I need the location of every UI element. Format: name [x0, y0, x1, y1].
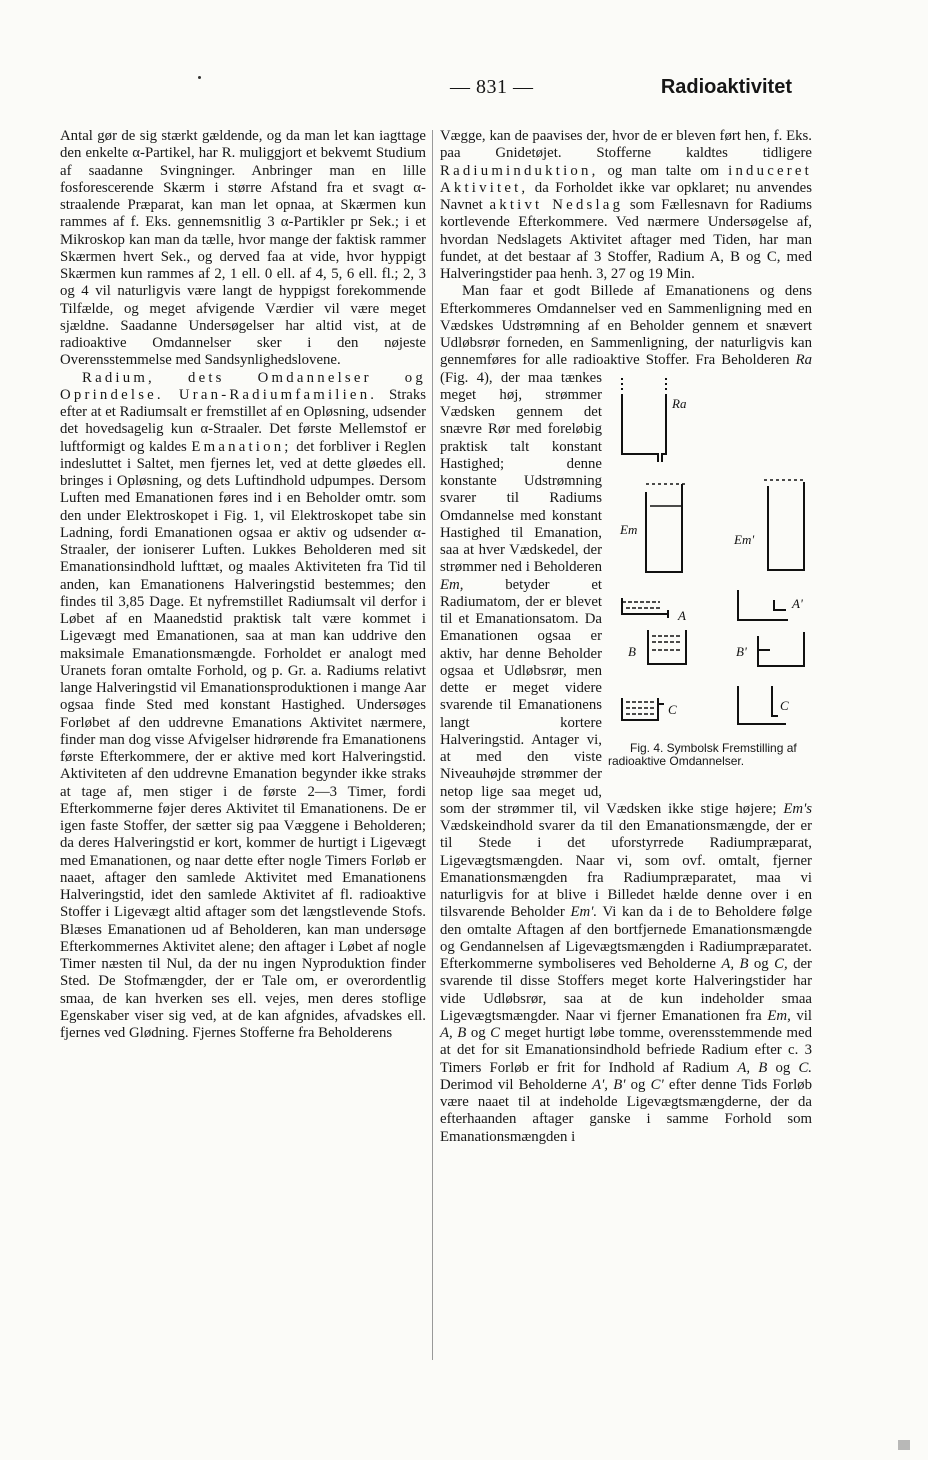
figure-4 — [608, 374, 814, 786]
section-heading: Radium, dets Omdannelser og Oprindelse. Uran-Radiumfamilien. — [60, 369, 426, 403]
figure-4-diagram — [608, 374, 814, 786]
term-aktivt-nedslag: aktivt Nedslag — [489, 197, 624, 213]
page-number: — 831 — — [450, 76, 534, 98]
term-induceret: induceret Aktivitet, — [440, 162, 812, 196]
running-title: Radioaktivitet — [660, 76, 792, 98]
left-paragraph-2: Radium, dets Omdannelser og Oprindelse. Uran-Radiumfamilien. Straks efter at et Radiumsalt er fremstillet af en Opløsning, udsender det hovedsagelig kun α-Straaler. Det første Mellemstof er luftformigt og kaldes Emanation; det forbliver i Reglen indesluttet i Saltet, men fjernes let, ved at dette gløedes ell. bringes i Opløsning, og dets Luftindhold udpumpes. Dersom Luften med Emanationen føres ind i en Beholder omtr. som den under Elektroskopet i Fig. 1, vil Elektroskopet tabe sin Ladning, fordi Emanationen ogsaa er aktiv og udsender α-Straaler, der ioniserer Luften. Lukkes Beholderen med sit Emanationsindhold lufttæt, og maales Aktiviteten fra Tid til anden, kan Emanationens Halveringstid bestemmes; den findes til 3,85 Dage. Et nyfremstillet Radiumsalt vil derfor i Løbet af en Maanedstid praktisk talt være kommet i Ligevægt med Emanationen, saa at man kan uddrive den maksimale Emanationsmængde. Forholdet er analogt med Uranets foran omtalte Forhold, og p. Gr. a. Radiums relativt lange Halveringstid vil Emanationsproduktionen i mange Aar ogsaa finde Sted med konstant Hastighed. Undersøges Forløbet af den uddrevne Emanations Aktivitet nærmere, finder man dog visse Afvigelser hidrørende fra Emanationens første Efterkommere, der er aktive med kort Halveringstid. Aktiviteten af den uddrevne Emanation begynder ikke straks at tage af, men stiger i de første 2—3 Timer, fordi Efterkommerne føjer deres Aktivitet til Emanationens. De er igen faste Stoffer, der sætter sig paa Væggene i Beholderen; da deres Halveringstid er kort, kommer de hurtigt i Ligevægt med Emanationen, og naar dette efter nogle Timers Forløb er naaet, aftager den samlede Aktivitet med Emanationens Halveringstid, idet den samlede Aktivitet af fl. radioaktive Stoffer i Ligevægt altid aftager som det længstlevende Stofs. Blæses Emanationen ud af Beholderen, kan man undersøge Efterkommernes Aktivitet alene; den aftager i Løbet af nogle Timer næsten til Nul, da der nu ingen Nyproduktion finder Sted. De Stofmængder, der er Tale om, er overordentlig smaa, de kan hverken ses ell. vejes, men deres stoflige Egenskaber viser sig ved, at de kan afgnides, afvadskes ell. fjernes ved Glødning. Fjernes Stofferne fra Beholderens — [60, 369, 427, 1041]
left-paragraph-1: Antal gør de sig stærkt gældende, og da man let kan iagttage den enkelte α-Partikel, har R. muliggjort et bekvemt Studium af saadanne Svingninger. Anbringer man en lille fosforescerende Skærm i større Afstand fra et svagt α-straalende Præparat, kan man let opnaa, at Skærmen kun rammes af f. Eks. gennemsnitlig 3 α-Partikler pr Sek.; i et Mikroskop kan man da tælle, hvor mange der faktisk rammer Skærmen hvert Sek., og derved faa at vide, hvor hyppigt Skærmen kun rammes af 2, 1 ell. 0 ell. af 4, 5, 6 ell. fl.; 2, 3 og 4 vil naturligvis være langt de hyppigst forekommende Tilfælde, og meget afvigende Værdier vil være meget sjældne. Saadanne Undersøgelser har altid vist, at de radioaktive Omdannelser sker i den nøjeste Overensstemmelse med Sandsynlighedslovene. — [60, 128, 426, 369]
label-b-prime: B' — [736, 643, 747, 659]
label-ra: Ra — [672, 395, 687, 411]
right-paragraph-1: Vægge, kan de paavises der, hvor de er bleven ført hen, f. Eks. paa Gnidetøjet. Stofferne kaldtes tidligere Radiuminduktion, og man talte om induceret Aktivitet, da Forholdet ikke var opklaret; nu anvendes Navnet aktivt Nedslag som Fællesnavn for Radiums kortlevende Efterkommere. Ved nærmere Undersøgelse af, hvordan Nedslagets Aktivitet aftager med Tiden, har man fundet, at det bestaar af 3 Stoffer, Radium A, B og C, med Halveringstider paa henh. 3, 27 og 19 Min. — [440, 128, 813, 282]
label-a: A — [678, 607, 686, 623]
figure-caption: Fig. 4. Symbolsk Fremstilling af radioaktive Omdannelser. — [608, 740, 797, 768]
right-column — [440, 128, 812, 1146]
label-em-prime: Em' — [734, 531, 755, 547]
label-em: Em — [620, 521, 638, 537]
label-b: B — [628, 643, 636, 659]
page-header — [60, 76, 792, 106]
term-radiuminduktion: Radiuminduktion, — [440, 162, 599, 179]
right-paragraph-2: Man faar et godt Billede af Emanationens og dens Efterkommeres Omdannelser ved en Sammenligning med en Vædskes Udstrømning af en Beholder gennem et snævert Udløbsrør forneden, en Sammenligning, der naturligvis kan gennemføres for alle radioaktive Stoffer. Fra Beholderen Ra Ra Em Em' A A' B B' C C Fig. 4. Symbolsk Fremstilling af radioaktive Omdannelser. (Fig. 4), der maa tænkes meget høj, strømmer Vædsken gennem det snævre Rør med foreløbig praktisk talt konstant Hastighed; denne konstante Udstrømning svarer til Radiums Omdannelse med konstant Hastighed til Emanation, saa at hver Vædskedel, der strømmer ned i Beholderen Em, betyder et Radiumatom, der er blevet til et Emanationsatom. Da Emanationen ogsaa er aktiv, har denne Beholder ogsaa et Udløbsrør, men dette er meget videre svarende til Emanationens langt kortere Halveringstid. Antager vi, at med den viste Niveauhøjde strømmer der netop lige saa meget ud, som der strømmer til, vil Vædsken ikke stige højere; Em's Vædskeindhold svarer da til den Emanationsmængde, der er til Stede i det uforstyrrede Radiumpræparat, Ligevægtsmængden. Naar vi, som ovf. omtalt, fjerner Emanationsmængden fra Radiumpræparatet, maa vi naturligvis for at blive i Billedet hælde denne over i en tilsvarende Beholder Em'. Vi kan da i de to Beholdere følge den omtalte Aftagen af den bortfjernede Emanationsmængde og Gendannelsen af Ligevægtsmængden i Radiumpræparatet. Efterkommerne symboliseres ved Beholderne A, B og C, der svarende til disse Stoffers meget korte Halveringstider har vide Udløbsrør, saa at de kun indeholder smaa Ligevægtsmængder. Naar vi fjerner Emanationen fra Em, vil A, B og C meget hurtigt løbe tomme, overensstemmende med at det for sit Emanationsindhold befriede Radium efter c. 3 Timers Forløb er frit for Indhold af Radium A, B og C. Derimod vil Beholderne A', B' og C' efter denne Tids Forløb være naaet til at indeholde Ligevægtsmængderne, der da efterhaanden aftager ganske i samme Forhold som Emanationsmængden i — [440, 283, 813, 1145]
label-c: C — [668, 701, 677, 717]
column-rule — [432, 130, 433, 1360]
scan-artifact — [898, 1440, 910, 1450]
label-a-prime: A' — [792, 595, 803, 611]
emanation-term: Emanation; — [191, 438, 292, 455]
label-c-prime: C — [780, 697, 789, 713]
left-column — [60, 128, 426, 1042]
